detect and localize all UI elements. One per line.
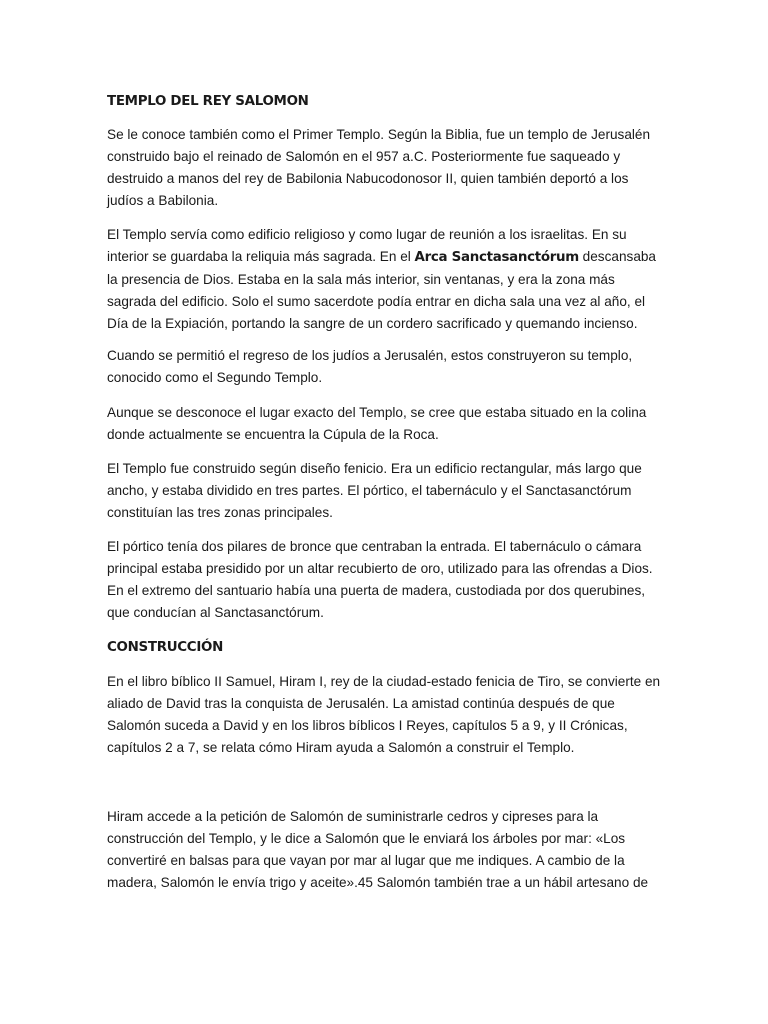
paragraph-text: El Templo servía como edificio religioso y como lugar de reunión a los israelitas. En su interior se guardaba la reliquia más sagrada. En el xyxy=(107,227,627,264)
paragraph xyxy=(107,224,662,335)
section-heading: CONSTRUCCIÓN xyxy=(107,640,224,655)
emphasis-text: Arca Sanctasanctórum xyxy=(414,250,579,265)
paragraph: El pórtico tenía dos pilares de bronce que centraban la entrada. El tabernáculo o cámara principal estaba presidido por un altar recubierto de oro, utilizado para las ofrendas a Dios. En el extremo del santuario había una puerta de madera, custodiada por dos querubines, que conducían al Sanctasanctórum. xyxy=(107,539,653,620)
paragraph: Se le conoce también como el Primer Templo. Según la Biblia, fue un templo de Jerusalén construido bajo el reinado de Salomón en el 957 a.C. Posteriormente fue saqueado y destruido a manos del rey de Babilonia Nabucodonosor II, quien también deportó a los judíos a Babilonia. xyxy=(107,127,651,208)
paragraph: Aunque se desconoce el lugar exacto del Templo, se cree que estaba situado en la colina donde actualmente se encuentra la Cúpula de la Roca. xyxy=(107,405,647,442)
paragraph: Hiram accede a la petición de Salomón de suministrarle cedros y cipreses para la construcción del Templo, y le dice a Salomón que le enviará los árboles por mar: «Los convertiré en balsas para que vayan por mar al lugar que me indiques. A cambio de la madera, Salomón le envía trigo y aceite».45 Salomón también trae a un hábil artesano de xyxy=(107,809,649,890)
paragraph-text: descansaba la presencia de Dios. Estaba en la sala más interior, sin ventanas, y era la zona más sagrada del edificio. Solo el sumo sacerdote podía entrar en dicha sala una vez al año, el Día de la Expiación, portando la sangre de un cordero sacrificado y quemando incienso. xyxy=(107,249,656,331)
paragraph: En el libro bíblico II Samuel, Hiram I, rey de la ciudad-estado fenicia de Tiro, se convierte en aliado de David tras la conquista de Jerusalén. La amistad continúa después de que Salomón suceda a David y en los libros bíblicos I Reyes, capítulos 5 a 9, y II Crónicas, capítulos 2 a 7, se relata cómo Hiram ayuda a Salomón a construir el Templo. xyxy=(107,674,661,755)
document-title: TEMPLO DEL REY SALOMON xyxy=(107,94,309,109)
paragraph: Cuando se permitió el regreso de los judíos a Jerusalén, estos construyeron su templo, conocido como el Segundo Templo. xyxy=(107,348,633,385)
paragraph: El Templo fue construido según diseño fenicio. Era un edificio rectangular, más largo que ancho, y estaba dividido en tres partes. El pórtico, el tabernáculo y el Sanctasanctórum constituían las tres zonas principales. xyxy=(107,461,642,520)
